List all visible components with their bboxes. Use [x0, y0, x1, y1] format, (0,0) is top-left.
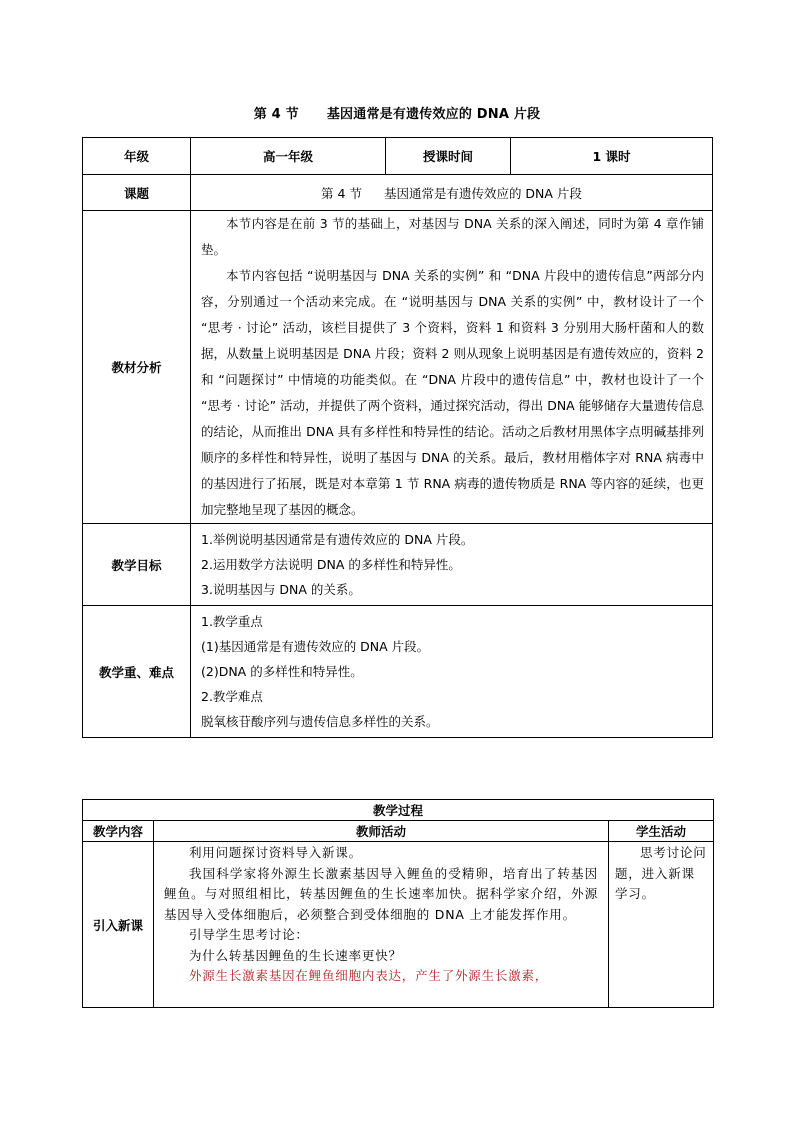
teacher-activity: [154, 842, 609, 1008]
student-activity: [609, 842, 714, 1008]
process-header-row: [83, 821, 714, 842]
topic-value: [191, 175, 713, 211]
keypoint-item: 脱氧核苷酸序列与遗传信息多样性的关系。: [201, 714, 439, 729]
objective-item: 3.说明基因与 DNA 的关系。: [201, 582, 361, 597]
teacher-paragraph: 引导学生思考讨论：: [189, 927, 309, 942]
col-header-student: 学生活动: [609, 821, 714, 842]
grade-label: 年级: [83, 138, 191, 175]
keypoints-row: [83, 606, 713, 738]
keypoint-item: (1)基因通常是有遗传效应的 DNA 片段。: [201, 639, 430, 654]
row-content-label: 引入新课: [83, 842, 154, 1008]
teacher-paragraph: 我国科学家将外源生长激素基因导入鲤鱼的受精卵，培育出了转基因鲤鱼。与对照组相比，转基因鲤鱼的生长速率加快。据科学家介绍，外源基因导入受体细胞后，必须整合到受体细胞的 DNA 上才能发挥作用。: [164, 865, 598, 922]
analysis-label: 教材分析: [83, 211, 191, 524]
teaching-process-table: [82, 799, 714, 1008]
objectives-content: [191, 524, 713, 606]
topic-row: [83, 175, 713, 211]
analysis-content: [191, 211, 713, 524]
grade-value: 高一年级: [191, 138, 386, 175]
keypoint-item: 1.教学重点: [201, 614, 263, 629]
student-text: 思考讨论问题，进入新课学习。: [615, 845, 707, 901]
process-title: 教学过程: [83, 800, 714, 821]
objective-item: 2.运用数学方法说明 DNA 的多样性和特异性。: [201, 557, 461, 572]
objective-item: 1.举例说明基因通常是有遗传效应的 DNA 片段。: [201, 532, 474, 547]
process-row: [83, 842, 714, 1008]
teacher-answer: 外源生长激素基因在鲤鱼细胞内表达，产生了外源生长激素，: [189, 968, 549, 983]
col-header-content: 教学内容: [83, 821, 154, 842]
period-label: 授课时间: [386, 138, 511, 175]
page-title-name: 基因通常是有遗传效应的 DNA 片段: [326, 107, 541, 122]
topic-name: 基因通常是有遗传效应的 DNA 片段: [383, 185, 582, 201]
keypoints-content: [191, 606, 713, 738]
process-title-row: [83, 800, 714, 821]
col-header-teacher: 教师活动: [154, 821, 609, 842]
teacher-paragraph: 为什么转基因鲤鱼的生长速率更快？: [189, 947, 402, 963]
keypoint-item: 2.教学难点: [201, 689, 263, 704]
analysis-paragraph-2: 本节内容包括 “说明基因与 DNA 关系的实例” 和 “DNA 片段中的遗传信息”两部分内容，分别通过一个活动来完成。在 “说明基因与 DNA 关系的实例” 中，教材设计了一个 “思考 · 讨论” 活动，该栏目提供了 3 个资料，资料 1 和资料 3 分别用大肠杆菌和人的数据，从数量上说明基因是 DNA 片段；资料 2 则从现象上说明基因是有遗传效应的，资料 2 和 “问题探讨” 中情境的功能类似。在 “DNA 片段中的遗传信息” 中，教材也设计了一个 “思考 · 讨论” 活动，并提供了两个资料，通过探究活动，得出 DNA 能够储存大量遗传信息的结论，从而推出 DNA 具有多样性和特异性的结论。活动之后教材用黑体字点明碱基排列顺序的多样性和特异性，说明了基因与 DNA 的关系。最后，教材用楷体字对 RNA 病毒中的基因进行了拓展，既是对本章第 1 节 RNA 病毒的遗传物质是 RNA 等内容的延续，也更加完整地呈现了基因的概念。: [201, 268, 704, 517]
grade-row: [83, 138, 713, 175]
page-title-section: 第 4 节: [253, 107, 299, 122]
objectives-label: 教学目标: [83, 524, 191, 606]
page-title: [0, 103, 794, 122]
analysis-row: [83, 211, 713, 524]
topic-section: 第 4 节: [321, 185, 362, 201]
period-value: 1 课时: [511, 138, 713, 175]
keypoint-item: (2)DNA 的多样性和特异性。: [201, 664, 363, 679]
objectives-row: [83, 524, 713, 606]
keypoints-label: 教学重、难点: [83, 606, 191, 738]
lesson-info-table: [82, 137, 713, 738]
teacher-paragraph: 利用问题探讨资料导入新课。: [189, 845, 362, 860]
topic-label: 课题: [83, 175, 191, 211]
analysis-paragraph-1: 本节内容是在前 3 节的基础上，对基因与 DNA 关系的深入阐述，同时为第 4 章作铺垫。: [201, 216, 704, 257]
